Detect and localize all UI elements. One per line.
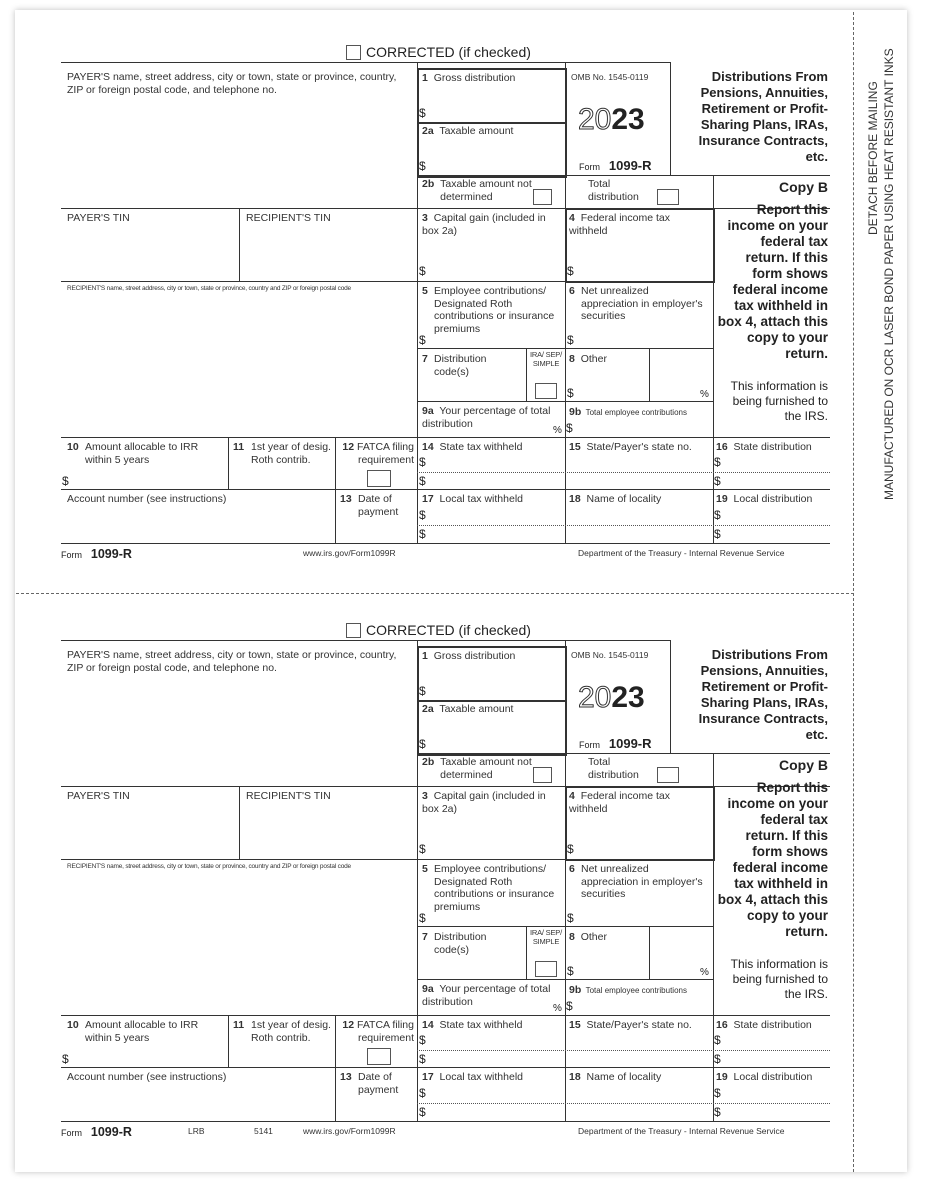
box10-dollar: $: [62, 1052, 69, 1066]
box12-label: 12 FATCA filing requirement: [342, 441, 414, 466]
rule-v-omb: [670, 62, 671, 175]
total-distribution-label: Total distribution: [588, 178, 639, 203]
box2a-dollar: $: [419, 159, 426, 173]
account-number-label: Account number (see instructions): [67, 493, 227, 505]
footer-form-id: Form 1099-R: [61, 1125, 132, 1139]
rule-v-box11: [228, 437, 229, 489]
payer-name-label: PAYER'S name, street address, city or town, state or province, country, ZIP or foreign postal code, and telephone no.: [67, 71, 397, 96]
footer-url: www.irs.gov/Form1099R: [303, 1126, 396, 1136]
box17-dollar-1: $: [419, 1086, 426, 1100]
box16-dollar-1: $: [714, 1033, 721, 1047]
rule-bottom: [61, 1121, 830, 1122]
box16-dollar-2: $: [714, 1052, 721, 1066]
box7-label: 7 Distribution code(s): [422, 353, 487, 378]
box16-dollar-2: $: [714, 474, 721, 488]
box14-dollar-1: $: [419, 1033, 426, 1047]
footer-department: Department of the Treasury - Internal Revenue Service: [578, 548, 785, 558]
corrected-checkbox[interactable]: [346, 623, 361, 638]
info-text: This information is being furnished to the IRS.: [730, 379, 828, 423]
box12-label: 12 FATCA filing requirement: [342, 1019, 414, 1044]
side-text-detach: DETACH BEFORE MAILING: [866, 81, 880, 235]
footer-department: Department of the Treasury - Internal Revenue Service: [578, 1126, 785, 1136]
box2b-checkbox[interactable]: [533, 189, 552, 205]
payer-tin-label: PAYER'S TIN: [67, 790, 130, 802]
rule-v-ira: [526, 348, 527, 401]
box5-dollar: $: [419, 911, 426, 925]
copy-label: Copy B: [779, 179, 828, 195]
box4-dollar: $: [567, 842, 574, 856]
box18-label: 18 Name of locality: [569, 1071, 662, 1083]
ira-sep-simple-label: IRA/ SEP/ SIMPLE: [530, 928, 562, 946]
box1-dollar: $: [419, 106, 426, 120]
rule-v-omb: [670, 640, 671, 753]
box1-label: 1 Gross distribution: [422, 72, 516, 84]
tax-year: 2023: [578, 681, 645, 714]
box19-label: 19 Local distribution: [716, 1071, 813, 1083]
box2a-dollar: $: [419, 737, 426, 751]
rule-v-tin: [239, 208, 240, 281]
box16-dollar-1: $: [714, 455, 721, 469]
box2b-label: 2b Taxable amount not determined: [422, 756, 532, 781]
rule-account: [61, 489, 830, 490]
box2a-label: 2a Taxable amount: [422, 703, 514, 715]
box14-label: 14 State tax withheld: [422, 1019, 523, 1031]
rule-v-box8: [649, 926, 650, 979]
dotted-rule-local: [417, 1103, 830, 1104]
report-text: Report this income on your federal tax return. If this form shows federal income tax withheld in box 4, attach this copy to your return.: [717, 202, 828, 361]
box10-dollar: $: [62, 474, 69, 488]
box3-dollar: $: [419, 264, 426, 278]
box2b-checkbox[interactable]: [533, 767, 552, 783]
box2b-label: 2b Taxable amount not determined: [422, 178, 532, 203]
payer-name-label: PAYER'S name, street address, city or town, state or province, country, ZIP or foreign postal code, and telephone no.: [67, 649, 397, 674]
box17-dollar-2: $: [419, 1105, 426, 1119]
recipient-name-label: RECIPIENT'S name, street address, city or town, state or province, country and ZIP or foreign postal code: [67, 285, 351, 292]
total-distribution-label: Total distribution: [588, 756, 639, 781]
box17-label: 17 Local tax withheld: [422, 1071, 523, 1083]
box6-label: 6 Net unrealized appreciation in employer's securities: [569, 285, 703, 322]
box4-label: 4 Federal income tax withheld: [569, 212, 670, 237]
box6-label: 6 Net unrealized appreciation in employer's securities: [569, 863, 703, 900]
box2a-label: 2a Taxable amount: [422, 125, 514, 137]
box5-dollar: $: [419, 333, 426, 347]
rule-v-ira: [526, 926, 527, 979]
box17-dollar-1: $: [419, 508, 426, 522]
box14-dollar-2: $: [419, 1052, 426, 1066]
rule-v-box8: [649, 348, 650, 401]
box5-label: 5 Employee contributions/ Designated Roth contributions or insurance premiums: [422, 285, 555, 335]
ira-sep-simple-checkbox[interactable]: [535, 383, 557, 399]
box9b-label: 9b Total employee contributions: [569, 984, 687, 996]
footer-form-id: Form 1099-R: [61, 547, 132, 561]
box16-label: 16 State distribution: [716, 1019, 812, 1031]
footer-lrb: LRB: [188, 1126, 205, 1136]
box3-label: 3 Capital gain (included in box 2a): [422, 212, 546, 237]
corrected-label: CORRECTED (if checked): [366, 44, 531, 60]
rule-box10: [61, 437, 830, 438]
box10-label: 10 Amount allocable to IRR within 5 years: [67, 1019, 199, 1044]
box19-dollar-2: $: [714, 1105, 721, 1119]
box19-label: 19 Local distribution: [716, 493, 813, 505]
ira-sep-simple-label: IRA/ SEP/ SIMPLE: [530, 350, 562, 368]
rule-bottom: [61, 543, 830, 544]
rule-v-tin: [239, 786, 240, 859]
form-id: Form 1099-R: [579, 736, 652, 751]
box17-dollar-2: $: [419, 527, 426, 541]
form-copy-top: [0, 0, 925, 561]
box14-dollar-1: $: [419, 455, 426, 469]
box11-label: 11 1st year of desig. Roth contrib.: [233, 1019, 331, 1044]
box9b-dollar: $: [566, 421, 573, 435]
form-title: Distributions From Pensions, Annuities, Retirement or Profit-Sharing Plans, IRAs, Insurance Contracts, etc.: [698, 647, 828, 742]
corrected-label: CORRECTED (if checked): [366, 622, 531, 638]
info-text: This information is being furnished to the IRS.: [730, 957, 828, 1001]
rule-account: [61, 1067, 830, 1068]
box6-dollar: $: [567, 333, 574, 347]
box3-dollar: $: [419, 842, 426, 856]
omb-number: OMB No. 1545-0119: [571, 650, 649, 660]
rule-top: [61, 640, 670, 641]
form-copy-bottom: [0, 578, 925, 1139]
box9a-label: 9a Your percentage of total distribution: [422, 983, 551, 1008]
box1-dollar: $: [419, 684, 426, 698]
omb-number: OMB No. 1545-0119: [571, 72, 649, 82]
payer-tin-label: PAYER'S TIN: [67, 212, 130, 224]
box15-label: 15 State/Payer's state no.: [569, 441, 692, 453]
box8-label: 8 Other: [569, 931, 607, 943]
recipient-tin-label: RECIPIENT'S TIN: [246, 790, 331, 802]
box8-percent: %: [700, 967, 709, 978]
total-distribution-checkbox[interactable]: [657, 189, 679, 205]
fatca-checkbox[interactable]: [367, 1048, 391, 1065]
box17-label: 17 Local tax withheld: [422, 493, 523, 505]
dotted-rule-state: [417, 1050, 830, 1051]
rule-v-box12: [335, 437, 336, 543]
box14-label: 14 State tax withheld: [422, 441, 523, 453]
box15-label: 15 State/Payer's state no.: [569, 1019, 692, 1031]
box3-label: 3 Capital gain (included in box 2a): [422, 790, 546, 815]
box19-dollar-1: $: [714, 1086, 721, 1100]
footer-form-number: 5141: [254, 1126, 273, 1136]
box19-dollar-2: $: [714, 527, 721, 541]
box13-label: 13 Date of payment: [340, 493, 399, 518]
box9a-label: 9a Your percentage of total distribution: [422, 405, 551, 430]
box7-label: 7 Distribution code(s): [422, 931, 487, 956]
box10-label: 10 Amount allocable to IRR within 5 years: [67, 441, 199, 466]
report-text: Report this income on your federal tax return. If this form shows federal income tax withheld in box 4, attach this copy to your return.: [717, 780, 828, 939]
box9a-percent: %: [553, 1003, 562, 1014]
box9b-label: 9b Total employee contributions: [569, 406, 687, 418]
ira-sep-simple-checkbox[interactable]: [535, 961, 557, 977]
dotted-rule-state: [417, 472, 830, 473]
rule-v-box11: [228, 1015, 229, 1067]
form-id: Form 1099-R: [579, 158, 652, 173]
box8-label: 8 Other: [569, 353, 607, 365]
box13-label: 13 Date of payment: [340, 1071, 399, 1096]
box5-label: 5 Employee contributions/ Designated Roth contributions or insurance premiums: [422, 863, 555, 913]
box19-dollar-1: $: [714, 508, 721, 522]
box8-dollar: $: [567, 964, 574, 978]
box14-dollar-2: $: [419, 474, 426, 488]
box4-label: 4 Federal income tax withheld: [569, 790, 670, 815]
form-title: Distributions From Pensions, Annuities, Retirement or Profit-Sharing Plans, IRAs, Insurance Contracts, etc.: [698, 69, 828, 164]
side-text-paper: MANUFACTURED ON OCR LASER BOND PAPER USING HEAT RESISTANT INKS: [882, 48, 896, 500]
rule-v-box12: [335, 1015, 336, 1121]
total-distribution-checkbox[interactable]: [657, 767, 679, 783]
copy-label: Copy B: [779, 757, 828, 773]
corrected-checkbox[interactable]: [346, 45, 361, 60]
tax-year: 2023: [578, 103, 645, 136]
box1-label: 1 Gross distribution: [422, 650, 516, 662]
recipient-tin-label: RECIPIENT'S TIN: [246, 212, 331, 224]
box9b-dollar: $: [566, 999, 573, 1013]
footer-url: www.irs.gov/Form1099R: [303, 548, 396, 558]
rule-top: [61, 62, 670, 63]
box9a-percent: %: [553, 425, 562, 436]
fatca-checkbox[interactable]: [367, 470, 391, 487]
recipient-name-label: RECIPIENT'S name, street address, city or town, state or province, country and ZIP or foreign postal code: [67, 863, 351, 870]
dotted-rule-local: [417, 525, 830, 526]
box8-percent: %: [700, 389, 709, 400]
box16-label: 16 State distribution: [716, 441, 812, 453]
box4-dollar: $: [567, 264, 574, 278]
rule-box10: [61, 1015, 830, 1016]
account-number-label: Account number (see instructions): [67, 1071, 227, 1083]
box8-dollar: $: [567, 386, 574, 400]
box6-dollar: $: [567, 911, 574, 925]
box18-label: 18 Name of locality: [569, 493, 662, 505]
box11-label: 11 1st year of desig. Roth contrib.: [233, 441, 331, 466]
